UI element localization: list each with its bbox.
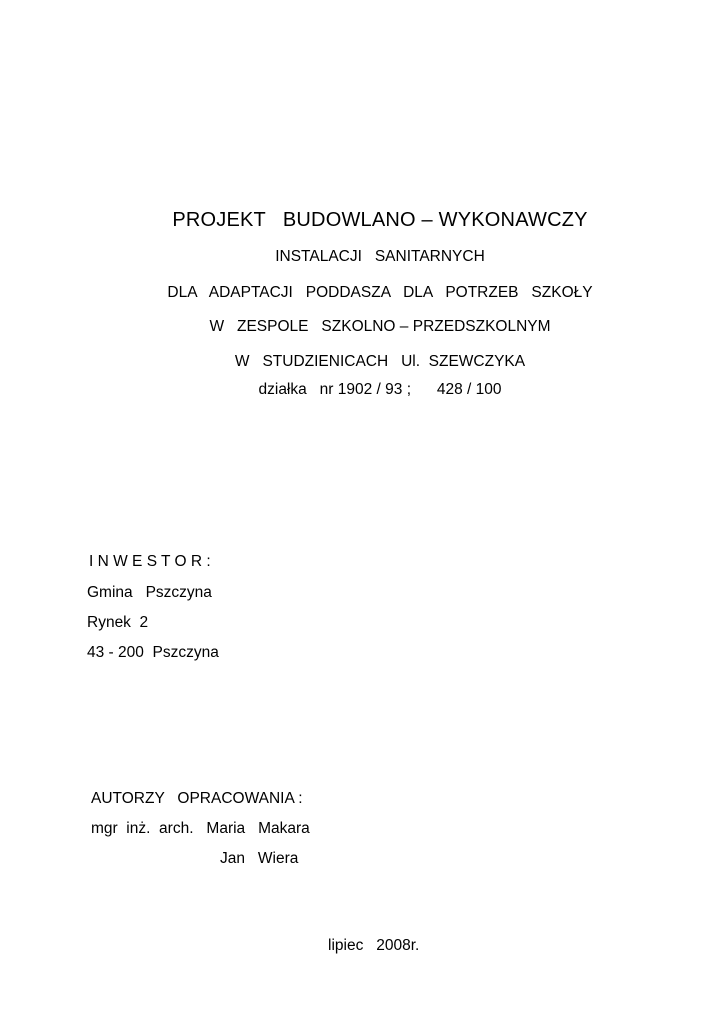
investor-heading: I N W E S T O R : [89,553,211,570]
subtitle-installation: INSTALACJI SANITARNYCH [275,248,485,265]
investor-street: Rynek 2 [87,614,149,631]
author-second: Jan Wiera [220,850,299,867]
document-date: lipiec 2008r. [328,937,420,954]
subtitle-purpose: DLA ADAPTACJI PODDASZA DLA POTRZEB SZKOŁY [167,284,593,301]
investor-city: 43 - 200 Pszczyna [87,644,219,661]
investor-name: Gmina Pszczyna [87,584,212,601]
subtitle-location: W STUDZIENICACH Ul. SZEWCZYKA [234,353,526,370]
authors-heading: AUTORZY OPRACOWANIA : [91,790,303,807]
subtitle-plot-number: działka nr 1902 / 93 ; 428 / 100 [258,381,502,398]
project-title: PROJEKT BUDOWLANO – WYKONAWCZY [172,209,588,231]
author-first: mgr inż. arch. Maria Makara [91,820,310,837]
subtitle-school-complex: W ZESPOLE SZKOLNO – PRZEDSZKOLNYM [209,318,551,335]
